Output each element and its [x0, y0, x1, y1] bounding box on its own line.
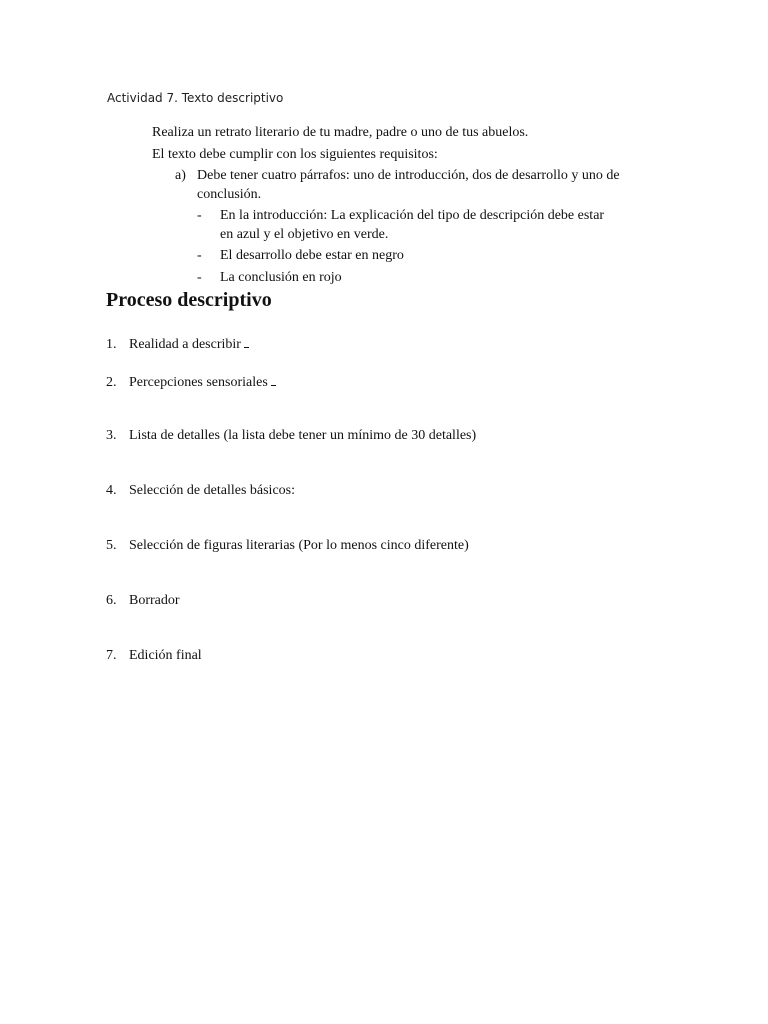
step-label: Edición final — [129, 648, 202, 663]
activity-title: Actividad 7. Texto descriptivo — [107, 91, 284, 105]
step-number: 6. — [106, 593, 117, 608]
step-number: 2. — [106, 375, 117, 390]
step-label: Selección de figuras literarias (Por lo menos cinco diferente) — [129, 538, 469, 553]
requirement-a-text: Debe tener cuatro párrafos: uno de introducción, dos de desarrollo y uno de conclusión. — [197, 168, 620, 202]
sub-item-text: En la introducción: La explicación del tipo de descripción debe estar en azul y el objetivo en verde. — [220, 208, 605, 242]
step-label: Selección de detalles básicos: — [129, 483, 295, 498]
step-number: 5. — [106, 538, 117, 553]
step-number: 1. — [106, 337, 117, 352]
step-label: Lista de detalles (la lista debe tener un mínimo de 30 detalles) — [129, 428, 477, 443]
instruction-line-2: El texto debe cumplir con los siguientes requisitos: — [152, 147, 438, 162]
step-number: 3. — [106, 428, 117, 443]
section-title: Proceso descriptivo — [106, 289, 272, 311]
step-label: Borrador — [129, 593, 180, 608]
dash-marker: - — [197, 208, 202, 223]
blank-underline — [271, 373, 276, 386]
requirement-a-marker: a) — [175, 168, 186, 183]
dash-marker: - — [197, 270, 202, 285]
dash-marker: - — [197, 248, 202, 263]
step-number: 7. — [106, 648, 117, 663]
blank-underline — [244, 335, 249, 348]
step-label: Percepciones sensoriales — [129, 373, 276, 392]
instruction-line-1: Realiza un retrato literario de tu madre, padre o uno de tus abuelos. — [152, 125, 529, 140]
step-number: 4. — [106, 483, 117, 498]
sub-item-text: El desarrollo debe estar en negro — [220, 248, 404, 263]
step-label: Realidad a describir — [129, 335, 249, 354]
sub-item-text: La conclusión en rojo — [220, 270, 342, 285]
